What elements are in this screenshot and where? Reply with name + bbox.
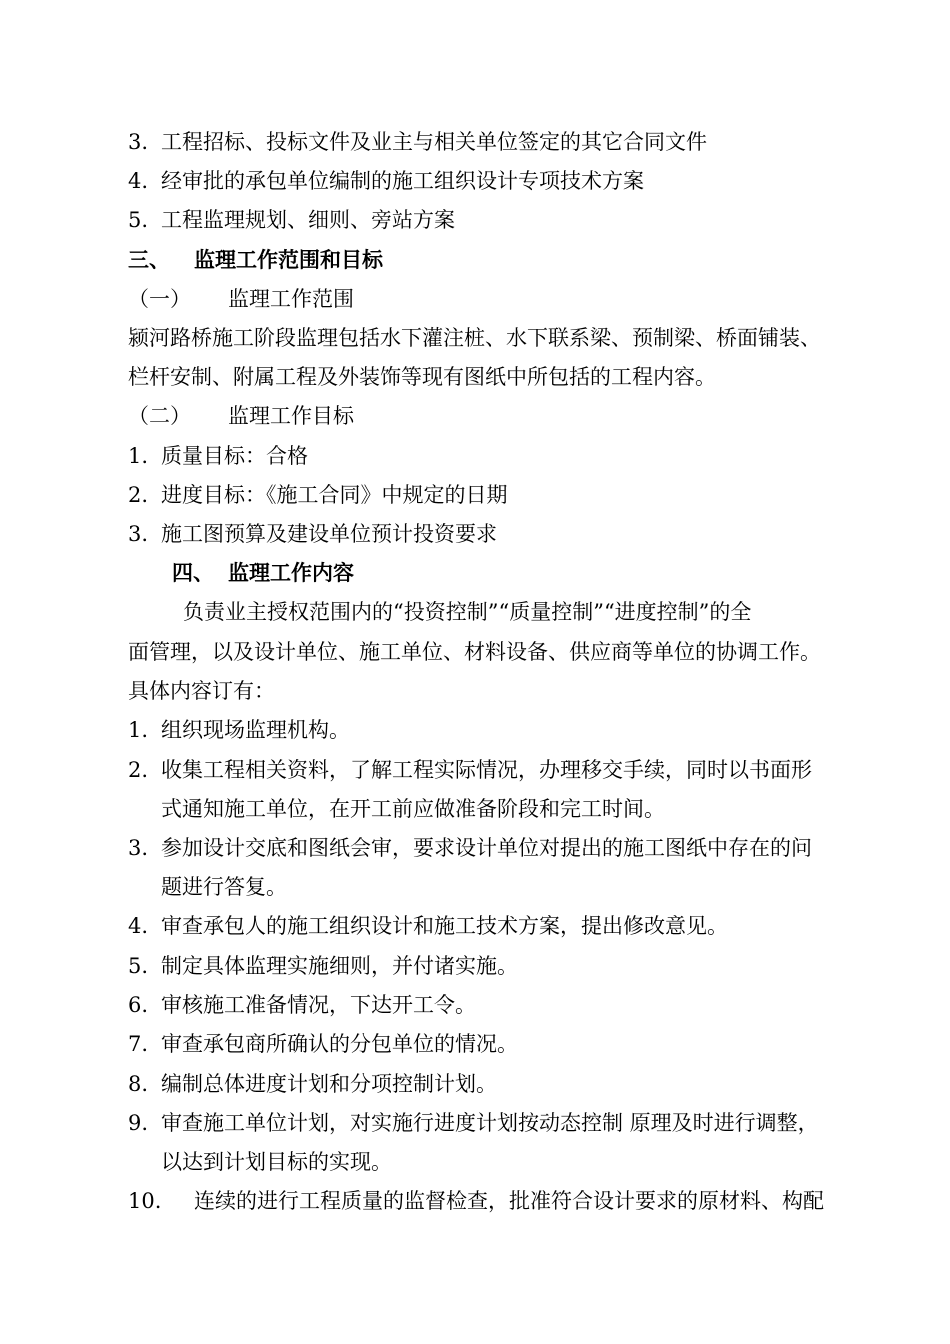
item-number: 3. — [128, 130, 149, 154]
list-item — [128, 518, 497, 550]
section-heading — [172, 557, 354, 589]
item-number: 5. — [128, 954, 149, 978]
item-number: 5. — [128, 208, 149, 232]
item-text: 经审批的承包单位编制的施工组织设计专项技术方案 — [161, 169, 644, 193]
list-item — [128, 479, 508, 511]
paragraph-line: 面管理，以及设计单位、施工单位、材料设备、供应商等单位的协调工作。 — [128, 640, 821, 664]
item-number: 1. — [128, 718, 149, 742]
item-text: 工程监理规划、细则、旁站方案 — [161, 208, 455, 232]
section-heading — [128, 244, 383, 276]
list-item — [128, 950, 518, 982]
item-number: 1. — [128, 444, 149, 468]
item-number: 4. — [128, 169, 149, 193]
list-item-continuation: 式通知施工单位，在开工前应做准备阶段和完工时间。 — [161, 797, 665, 821]
section-title: 监理工作范围和目标 — [194, 247, 383, 272]
item-text: 组织现场监理机构。 — [161, 718, 350, 742]
item-number: 6. — [128, 993, 149, 1017]
paragraph-line: 栏杆安制、附属工程及外装饰等现有图纸中所包括的工程内容。 — [128, 365, 716, 389]
item-text: 施工图预算及建设单位预计投资要求 — [161, 522, 497, 546]
item-number: 10. — [128, 1189, 162, 1213]
item-text: 制定具体监理实施细则，并付诸实施。 — [161, 954, 518, 978]
section-number: 四、 — [172, 560, 214, 585]
paragraph-line: 颍河路桥施工阶段监理包括水下灌注桩、水下联系梁、预制梁、桥面铺装、 — [128, 326, 821, 350]
item-number: 2. — [128, 758, 149, 782]
list-item — [128, 910, 728, 942]
item-number: 3. — [128, 836, 149, 860]
item-text: 质量目标：合格 — [161, 444, 308, 468]
list-item — [128, 1028, 518, 1060]
list-item — [128, 832, 812, 864]
list-item — [128, 1068, 497, 1100]
list-item — [128, 1107, 819, 1139]
list-item — [128, 1185, 824, 1217]
item-text: 审查承包人的施工组织设计和施工技术方案，提出修改意见。 — [161, 914, 728, 938]
section-number: 三、 — [128, 247, 170, 272]
item-number: 9. — [128, 1111, 149, 1135]
item-number: 8. — [128, 1072, 149, 1096]
item-text: 审核施工准备情况，下达开工令。 — [161, 993, 476, 1017]
item-number: 2. — [128, 483, 149, 507]
subsection-number: （二） — [128, 404, 191, 428]
item-number: 4. — [128, 914, 149, 938]
paragraph-line: 具体内容订有： — [128, 679, 275, 703]
section-title: 监理工作内容 — [228, 560, 354, 585]
subsection-heading — [128, 400, 354, 432]
item-text: 参加设计交底和图纸会审，要求设计单位对提出的施工图纸中存在的问 — [161, 836, 812, 860]
item-text: 工程招标、投标文件及业主与相关单位签定的其它合同文件 — [161, 130, 707, 154]
item-number: 7. — [128, 1032, 149, 1056]
list-item-continuation: 以达到计划目标的实现。 — [161, 1150, 392, 1174]
list-item — [128, 754, 812, 786]
list-item — [128, 989, 476, 1021]
item-text: 审查承包商所确认的分包单位的情况。 — [161, 1032, 518, 1056]
item-text: 进度目标：《施工合同》中规定的日期 — [161, 483, 508, 507]
item-text: 编制总体进度计划和分项控制计划。 — [161, 1072, 497, 1096]
subsection-title: 监理工作范围 — [228, 287, 354, 311]
list-item — [128, 165, 644, 197]
subsection-number: （一） — [128, 287, 191, 311]
list-item — [128, 440, 308, 472]
item-text: 审查施工单位计划，对实施行进度计划按动态控制 原理及时进行调整， — [161, 1111, 819, 1135]
list-item — [128, 126, 707, 158]
item-text: 连续的进行工程质量的监督检查，批准符合设计要求的原材料、构配 — [194, 1189, 824, 1213]
list-item-continuation: 题进行答复。 — [161, 875, 287, 899]
list-item — [128, 204, 455, 236]
list-item — [128, 714, 350, 746]
item-text: 收集工程相关资料，了解工程实际情况，办理移交手续，同时以书面形 — [161, 758, 812, 782]
item-number: 3. — [128, 522, 149, 546]
paragraph-line: 负责业主授权范围内的“投资控制”“质量控制”“进度控制”的全 — [183, 600, 752, 624]
subsection-title: 监理工作目标 — [228, 404, 354, 428]
subsection-heading — [128, 283, 354, 315]
